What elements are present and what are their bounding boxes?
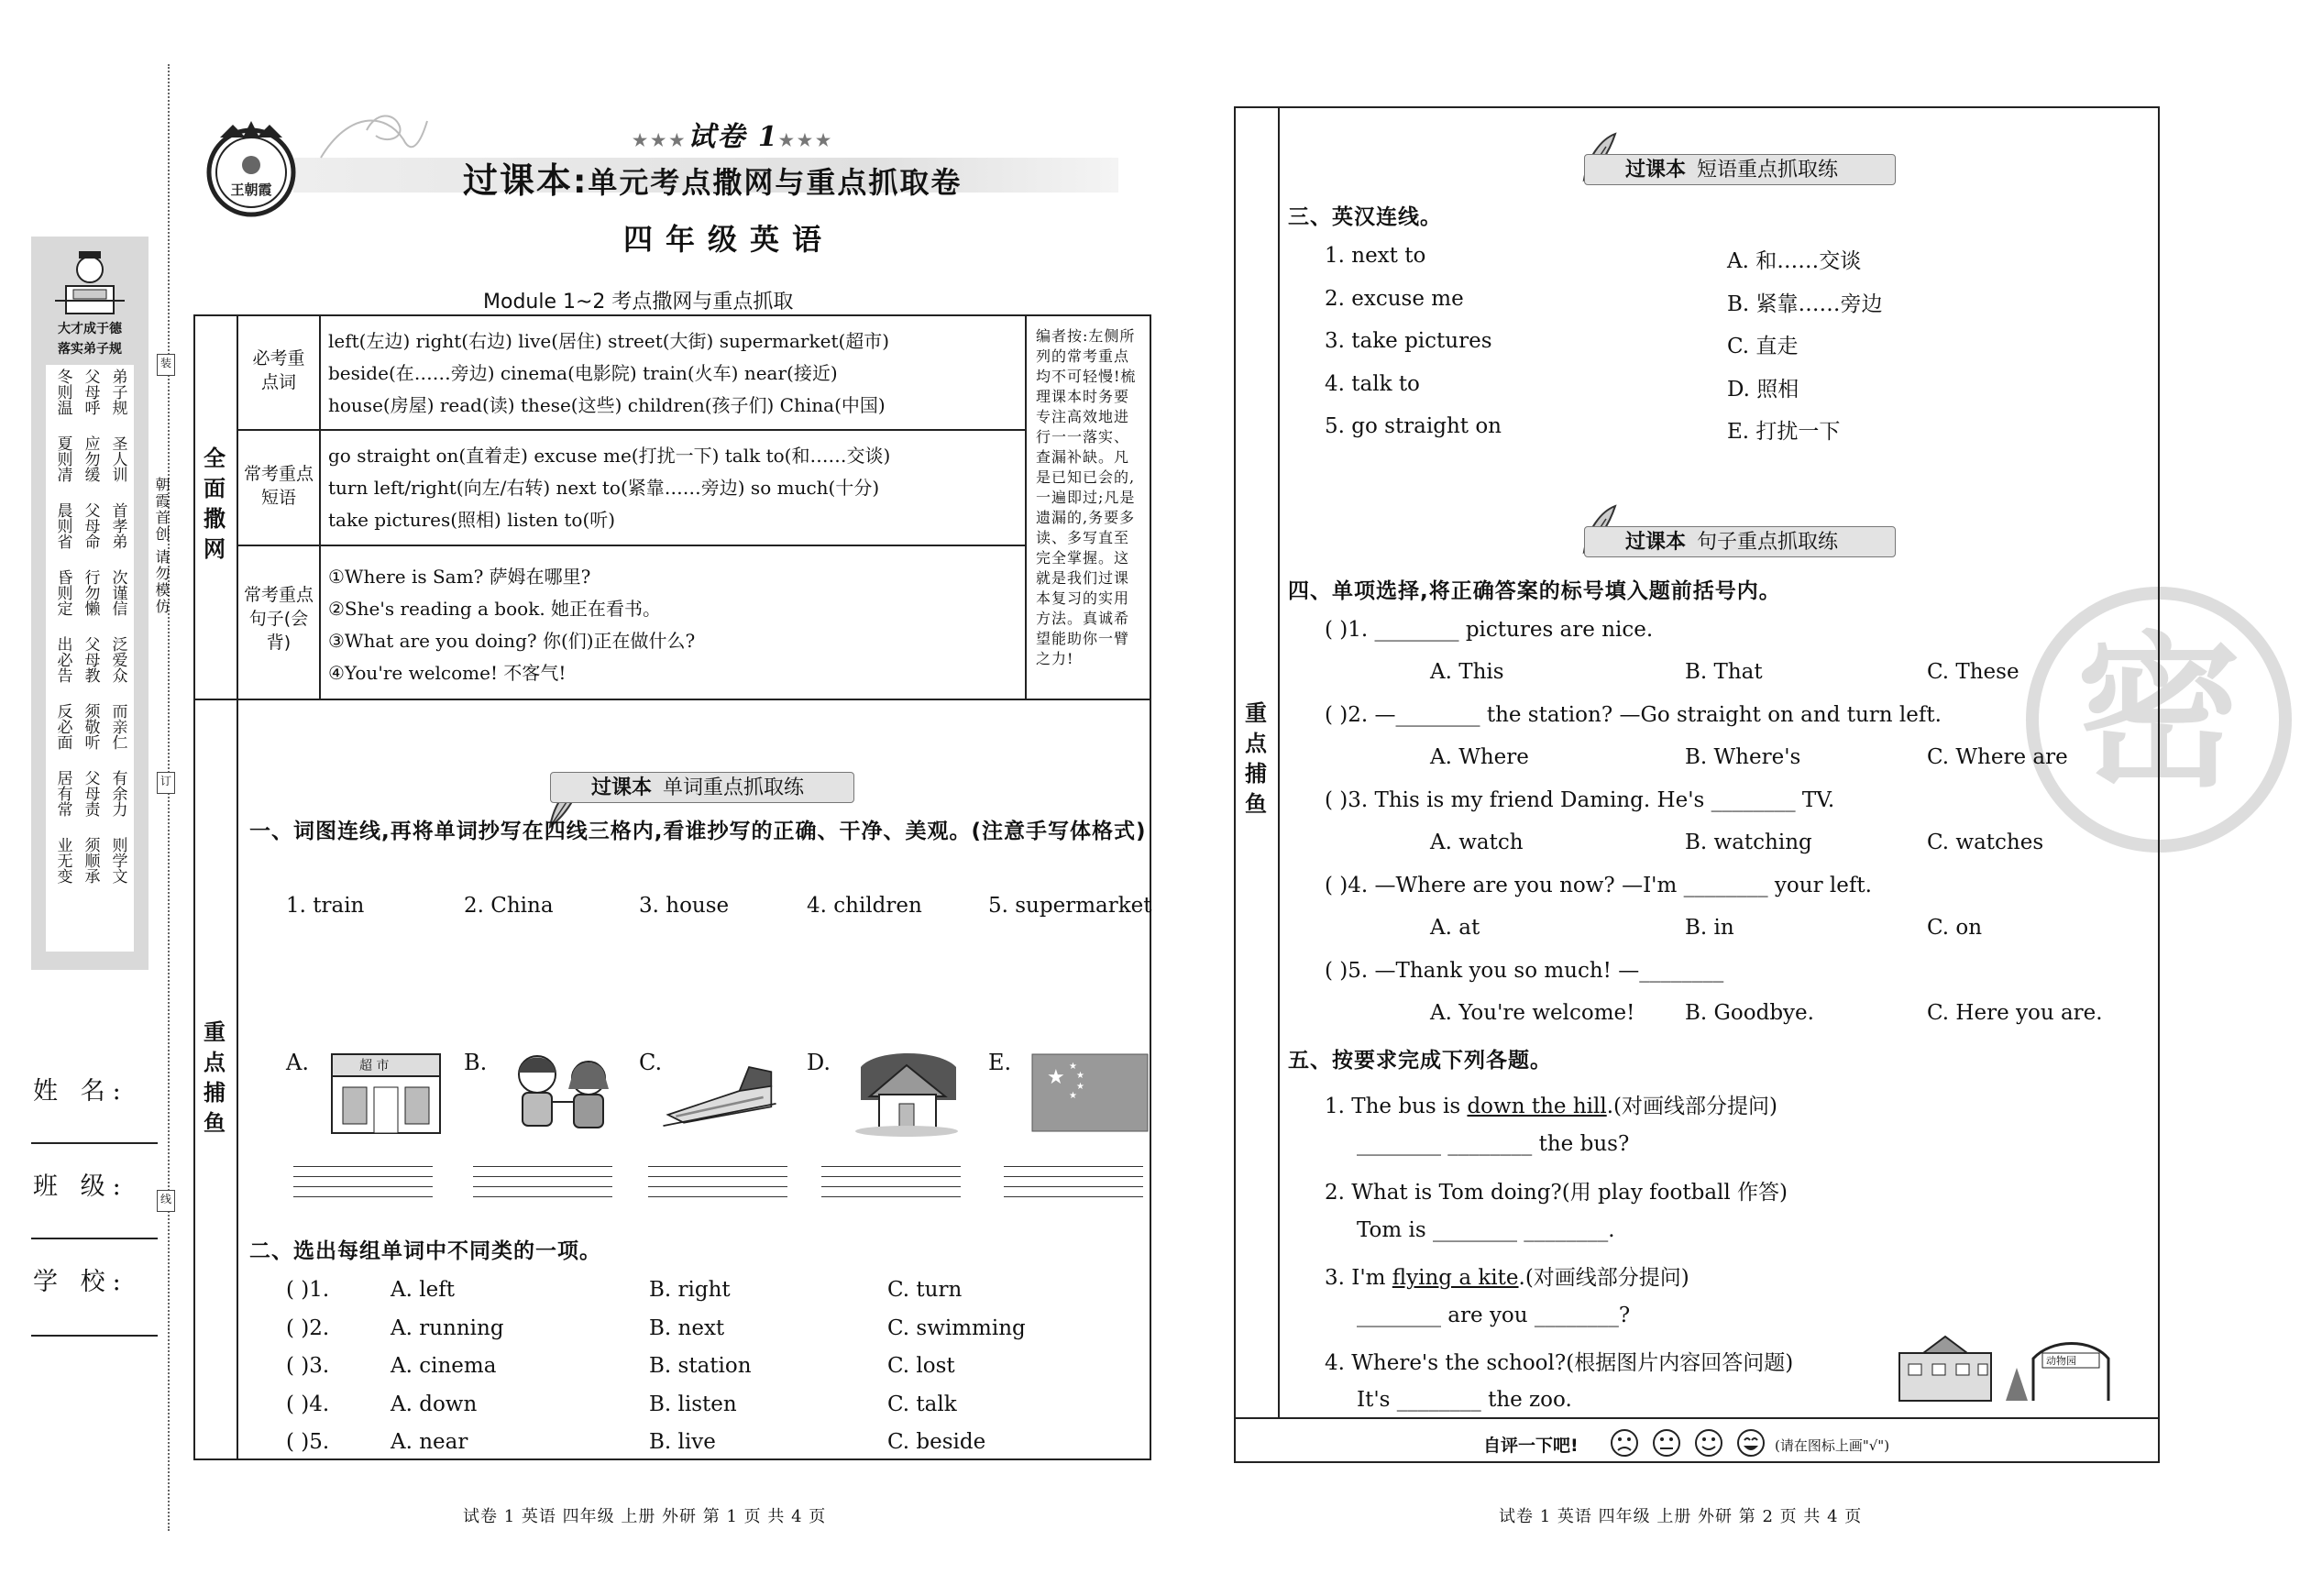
sentence-practice-banner bbox=[1584, 526, 1896, 557]
choice-option: B. in bbox=[1685, 916, 1734, 940]
dizigui-rule: 反必面 bbox=[53, 703, 72, 750]
row-head-text: 必考重点词 bbox=[252, 348, 305, 392]
chinese-meaning[interactable]: D. 照相 bbox=[1727, 377, 1799, 402]
dizigui-rule: 首孝弟 bbox=[108, 502, 127, 549]
house-picture bbox=[848, 1045, 967, 1137]
picture-label-a: A. bbox=[286, 1050, 309, 1075]
smile-face-icon bbox=[1696, 1430, 1722, 1456]
title-sub: 单元考点撒网与重点抓取卷 bbox=[588, 165, 963, 200]
phrase-practice-banner bbox=[1584, 154, 1896, 185]
english-phrase[interactable]: 1. next to bbox=[1325, 244, 1426, 268]
row-head-sentences bbox=[240, 583, 317, 655]
dizigui-rule: 晨则省 bbox=[53, 502, 72, 549]
chinese-meaning[interactable]: E. 打扰一下 bbox=[1727, 420, 1841, 444]
part3-title: 三、英汉连线。 bbox=[1288, 205, 1442, 229]
choice-option: A. This bbox=[1430, 660, 1504, 684]
star-icon: ★ bbox=[1076, 1082, 1084, 1092]
section-label-comprehensive bbox=[201, 444, 228, 565]
paper-number bbox=[633, 114, 834, 154]
dizigui-rule: 而亲仁 bbox=[108, 703, 127, 750]
name-label: 姓 名: bbox=[33, 1077, 128, 1106]
dizigui-rule: 冬则温 bbox=[53, 369, 72, 415]
rule bbox=[193, 699, 1151, 700]
banner-text: 短语重点抓取练 bbox=[1697, 159, 1839, 182]
answer-bracket[interactable]: ( )2. bbox=[286, 1315, 330, 1340]
scholar-illustration bbox=[50, 246, 130, 317]
choice-option: C. These bbox=[1927, 660, 2019, 684]
choice-option: C. turn bbox=[887, 1278, 963, 1302]
part5-q2: 2. What is Tom doing?(用 play football 作答) bbox=[1325, 1181, 1788, 1205]
english-phrase[interactable]: 4. talk to bbox=[1325, 371, 1420, 396]
choice-option: B. watching bbox=[1685, 831, 1812, 854]
binding-mark-ding: 订 bbox=[157, 772, 175, 794]
row-head-words bbox=[240, 347, 317, 394]
school-zoo-picture bbox=[1896, 1331, 2116, 1404]
page2-footer: 试卷 1 英语 四年级 上册 外研 第 2 页 共 4 页 bbox=[1499, 1507, 1863, 1526]
key-words bbox=[328, 325, 889, 422]
choice-option: B. listen bbox=[649, 1392, 737, 1416]
binding-mark-xian: 线 bbox=[157, 1190, 175, 1212]
choice-option: C. watches bbox=[1927, 831, 2044, 854]
key-phrases bbox=[328, 440, 890, 536]
dizigui-rule: 须敬听 bbox=[81, 703, 100, 750]
handwriting-line bbox=[1004, 1176, 1143, 1177]
rule bbox=[1025, 314, 1027, 699]
dizigui-rule: 次谨信 bbox=[108, 569, 127, 616]
section-label-focus-p2 bbox=[1242, 699, 1270, 820]
paper-number-text: 试卷 1 bbox=[688, 121, 779, 153]
handwriting-line bbox=[648, 1176, 787, 1177]
dizigui-rule: 应勿缓 bbox=[81, 435, 100, 482]
underlined-phrase: flying a kite bbox=[1392, 1266, 1519, 1290]
supermarket-picture bbox=[326, 1045, 446, 1137]
dizigui-rule: 泛爱众 bbox=[108, 636, 127, 683]
row-head-text: 常考重点句子(会背) bbox=[243, 585, 314, 653]
dizigui-rule: 则学文 bbox=[108, 837, 127, 884]
publisher-logo bbox=[200, 117, 303, 220]
rule bbox=[237, 545, 1025, 546]
banner-text: 单词重点抓取练 bbox=[663, 776, 805, 799]
choice-option: A. running bbox=[391, 1315, 504, 1340]
word-practice-banner bbox=[550, 772, 854, 803]
handwriting-line bbox=[1004, 1196, 1143, 1197]
dizigui-rule: 父母责 bbox=[81, 770, 100, 817]
choice-option: C. swimming bbox=[887, 1315, 1026, 1340]
section-label-focus bbox=[201, 1018, 228, 1139]
dizigui-rule: 父母命 bbox=[81, 502, 100, 549]
rule bbox=[1278, 106, 1280, 1417]
picture-label-b: B. bbox=[464, 1050, 488, 1075]
sad-face-icon bbox=[1612, 1430, 1637, 1456]
part5-q1 bbox=[1325, 1089, 1777, 1119]
choice-option: A. near bbox=[391, 1430, 468, 1454]
neutral-face-icon bbox=[1654, 1430, 1679, 1456]
svg-text:密: 密 bbox=[2075, 618, 2242, 809]
dizigui-rule: 弟子规 bbox=[108, 369, 127, 415]
picture-label-e: E. bbox=[988, 1050, 1012, 1075]
star-icon: ★★★ bbox=[778, 131, 835, 150]
handwriting-line bbox=[1004, 1166, 1143, 1167]
part5-title: 五、按要求完成下列各题。 bbox=[1288, 1049, 1552, 1073]
handwriting-line bbox=[1004, 1186, 1143, 1187]
class-field[interactable] bbox=[31, 1238, 158, 1239]
star-icon: ★ bbox=[1069, 1062, 1077, 1072]
dizigui-rule: 行勿懒 bbox=[81, 569, 100, 616]
dizigui-rule: 父母呼 bbox=[81, 369, 100, 415]
choice-option: A. at bbox=[1430, 916, 1480, 940]
svg-text:王朝霞: 王朝霞 bbox=[230, 182, 272, 198]
section-label-char: 重点捕鱼 bbox=[204, 1019, 226, 1136]
vocab-line: turn left/right(向左/右转) next to(紧靠……旁边) so much(十分) bbox=[328, 477, 880, 499]
name-field[interactable] bbox=[31, 1142, 158, 1144]
banner-brand: 过课本 bbox=[1625, 531, 1687, 554]
part5-a2[interactable]: Tom is ________ ________. bbox=[1357, 1218, 1615, 1242]
vocab-line: house(房屋) read(读) these(这些) children(孩子们) China(中国) bbox=[328, 394, 886, 416]
answer-bracket[interactable]: ( )5. bbox=[286, 1430, 330, 1454]
part5-q4: 4. Where's the school?(根据图片内容回答问题) bbox=[1325, 1351, 1794, 1375]
handwriting-line bbox=[293, 1176, 433, 1177]
handwriting-line bbox=[473, 1186, 612, 1187]
star-icon: ★ bbox=[1076, 1071, 1084, 1081]
zoo-sign: 动物园 bbox=[2046, 1355, 2076, 1367]
motto-title-line-2: 落实弟子规 bbox=[58, 342, 122, 357]
choice-option: A. watch bbox=[1430, 831, 1524, 854]
answer-bracket[interactable]: ( )3. bbox=[286, 1354, 330, 1378]
choice-option: A. You're welcome! bbox=[1430, 1001, 1635, 1025]
choice-option: A. Where bbox=[1430, 745, 1529, 769]
dizigui-rule: 业无变 bbox=[53, 837, 72, 884]
module-heading: Module 1~2 考点撒网与重点抓取 bbox=[483, 291, 794, 314]
handwriting-line bbox=[293, 1186, 433, 1187]
part2-instruction: 二、选出每组单词中不同类的一项。 bbox=[249, 1239, 601, 1263]
banner-text: 句子重点抓取练 bbox=[1697, 531, 1839, 554]
school-label: 学 校: bbox=[33, 1268, 128, 1296]
picture-label-d: D. bbox=[807, 1050, 831, 1075]
banner-brand: 过课本 bbox=[1625, 159, 1687, 182]
english-phrase[interactable]: 2. excuse me bbox=[1325, 286, 1464, 311]
star-icon: ★★★ bbox=[633, 131, 688, 150]
handwriting-line bbox=[473, 1196, 612, 1197]
part5-q3 bbox=[1325, 1260, 1689, 1291]
dizigui-rule: 须顺承 bbox=[81, 837, 100, 884]
rule bbox=[237, 429, 1025, 431]
star-icon: ★ bbox=[1047, 1066, 1065, 1089]
handwriting-line bbox=[821, 1166, 961, 1167]
vocab-line: left(左边) right(右边) live(居住) street(大街) supermarket(超市) bbox=[328, 330, 890, 352]
choice-option: B. station bbox=[649, 1354, 752, 1378]
english-phrase[interactable]: 5. go straight on bbox=[1325, 414, 1502, 438]
handwriting-line bbox=[293, 1196, 433, 1197]
choice-option: C. Here you are. bbox=[1927, 1001, 2103, 1025]
handwriting-line bbox=[473, 1166, 612, 1167]
choice-option: A. down bbox=[391, 1392, 478, 1416]
dizigui-rule: 有余力 bbox=[108, 770, 127, 817]
handwriting-line bbox=[473, 1176, 612, 1177]
rule bbox=[237, 314, 238, 1460]
title-brand: 过课本 bbox=[463, 160, 574, 201]
choice-option: A. cinema bbox=[391, 1354, 497, 1378]
handwriting-line bbox=[821, 1176, 961, 1177]
choice-option: C. talk bbox=[887, 1392, 957, 1416]
handwriting-line bbox=[821, 1196, 961, 1197]
underlined-phrase: down the hill bbox=[1467, 1095, 1607, 1118]
section-label-char: 全面撒网 bbox=[204, 446, 226, 562]
choice-option: A. left bbox=[391, 1278, 455, 1302]
self-eval-faces[interactable] bbox=[1608, 1426, 1773, 1459]
part5-a1[interactable]: ________ ________ the bus? bbox=[1357, 1132, 1630, 1156]
q-text: 3. I'm bbox=[1325, 1266, 1392, 1290]
self-eval-note: (请在图标上画"√") bbox=[1775, 1437, 1890, 1454]
english-phrase[interactable]: 3. take pictures bbox=[1325, 329, 1492, 353]
laugh-face-icon bbox=[1738, 1430, 1764, 1456]
shop-sign: 超 市 bbox=[359, 1059, 390, 1073]
mc-question[interactable]: ( )1. ________ pictures are nice. bbox=[1325, 618, 1654, 642]
binding-mark-zhuang: 装 bbox=[157, 354, 175, 376]
dizigui-rule: 昏则定 bbox=[53, 569, 72, 616]
dizigui-rule: 夏则凊 bbox=[53, 435, 72, 482]
vocab-line: beside(在……旁边) cinema(电影院) train(火车) near(接近) bbox=[328, 362, 838, 384]
motto-title-line-1: 大才成于德 bbox=[58, 322, 122, 336]
vocab-line: ④You're welcome! 不客气! bbox=[328, 662, 567, 684]
dizigui-rule: 居有常 bbox=[53, 770, 72, 817]
choice-option: B. That bbox=[1685, 660, 1763, 684]
class-label: 班 级: bbox=[33, 1172, 128, 1201]
banner-brand: 过课本 bbox=[591, 776, 653, 799]
picture-label-c: C. bbox=[639, 1050, 663, 1075]
word-item: 4. children bbox=[807, 894, 922, 918]
key-sentences bbox=[328, 561, 695, 689]
dizigui-rule: 父母教 bbox=[81, 636, 100, 683]
chinese-meaning[interactable]: C. 直走 bbox=[1727, 335, 1799, 358]
dizigui-rule: 圣人训 bbox=[108, 435, 127, 482]
choice-option: B. right bbox=[649, 1278, 731, 1302]
children-picture bbox=[502, 1045, 622, 1137]
word-item: 5. supermarket bbox=[988, 894, 1152, 918]
word-item: 1. train bbox=[286, 894, 365, 918]
vocab-line: ②She's reading a book. 她正在看书。 bbox=[328, 598, 662, 620]
handwriting-line bbox=[648, 1166, 787, 1167]
grade-subject: 四年级英语 bbox=[623, 222, 835, 257]
self-eval-label: 自评一下吧! bbox=[1483, 1436, 1579, 1456]
page1-footer: 试卷 1 英语 四年级 上册 外研 第 1 页 共 4 页 bbox=[463, 1507, 827, 1526]
q-text: 1. The bus is bbox=[1325, 1095, 1468, 1118]
choice-option: C. Where are bbox=[1927, 745, 2068, 769]
mc-question[interactable]: ( )2. —________ the station? —Go straight on and turn left. bbox=[1325, 703, 1942, 727]
vocab-line: take pictures(照相) listen to(听) bbox=[328, 509, 616, 531]
vocab-line: go straight on(直着走) excuse me(打扰一下) talk to(和……交谈) bbox=[328, 445, 891, 467]
q-text: .(对画线部分提问) bbox=[1606, 1095, 1777, 1118]
part4-title: 四、单项选择,将正确答案的标号填入题前括号内。 bbox=[1288, 579, 1781, 603]
chinese-meaning[interactable]: A. 和……交谈 bbox=[1727, 249, 1862, 273]
part5-a3[interactable]: ________ are you ________? bbox=[1357, 1304, 1631, 1327]
handwriting-line bbox=[293, 1166, 433, 1167]
editor-note: 编者按:左侧所列的常考重点均不可轻慢!梳理课本时务要专注高效地进行一一落实、查漏补缺。凡是已知已会的,一遍即过;凡是遗漏的,务要多读、多写直至完全掌握。这就是我们过课本复习的实用方法。真诚希望能助你一臂之力! bbox=[1036, 327, 1137, 667]
binding-cut-line bbox=[168, 64, 170, 1531]
word-item: 3. house bbox=[639, 894, 730, 918]
mc-question[interactable]: ( )3. This is my friend Daming. He's ________ TV. bbox=[1325, 788, 1835, 812]
part5-a4[interactable]: It's ________ the zoo. bbox=[1357, 1388, 1572, 1412]
rule bbox=[319, 314, 321, 699]
handwriting-line bbox=[648, 1196, 787, 1197]
mc-question[interactable]: ( )4. —Where are you now? —I'm ________ your left. bbox=[1325, 874, 1872, 897]
page-title: 过课本:单元考点撒网与重点抓取卷 bbox=[463, 160, 963, 201]
school-field[interactable] bbox=[31, 1335, 158, 1337]
vocab-line: ①Where is Sam? 萨姆在哪里? bbox=[328, 566, 591, 588]
dizigui-rule: 出必告 bbox=[53, 636, 72, 683]
dizigui-rules bbox=[46, 365, 134, 952]
answer-bracket[interactable]: ( )4. bbox=[286, 1392, 330, 1416]
mc-question[interactable]: ( )5. —Thank you so much! —________ bbox=[1325, 959, 1724, 983]
china-flag-picture bbox=[1030, 1045, 1150, 1137]
choice-option: B. Goodbye. bbox=[1685, 1001, 1814, 1025]
answer-bracket[interactable]: ( )1. bbox=[286, 1278, 330, 1302]
train-picture bbox=[660, 1045, 779, 1137]
choice-option: B. next bbox=[649, 1315, 725, 1340]
choice-option: C. lost bbox=[887, 1354, 955, 1378]
handwriting-line bbox=[821, 1186, 961, 1187]
part1-instruction: 一、词图连线,再将单词抄写在四线三格内,看谁抄写的正确、干净、美观。(注意手写体格式) bbox=[249, 820, 1147, 843]
word-item: 2. China bbox=[464, 894, 554, 918]
copyright-notice: 朝霞首创 请勿模仿 bbox=[153, 477, 171, 616]
row-head-text: 常考重点短语 bbox=[243, 464, 314, 508]
section-label-char: 重点捕鱼 bbox=[1245, 700, 1267, 817]
row-head-phrases bbox=[240, 462, 317, 510]
rule bbox=[1234, 1417, 2160, 1419]
choice-option: B. live bbox=[649, 1430, 716, 1454]
choice-option: C. beside bbox=[887, 1430, 986, 1454]
q-text: .(对画线部分提问) bbox=[1518, 1266, 1689, 1290]
star-icon: ★ bbox=[1069, 1091, 1077, 1101]
vocab-line: ③What are you doing? 你(们)正在做什么? bbox=[328, 630, 696, 652]
chinese-meaning[interactable]: B. 紧靠……旁边 bbox=[1727, 292, 1883, 316]
motto-title bbox=[42, 319, 138, 359]
choice-option: B. Where's bbox=[1685, 745, 1801, 769]
ribbon-decoration bbox=[312, 103, 431, 176]
choice-option: C. on bbox=[1927, 916, 1983, 940]
handwriting-line bbox=[648, 1186, 787, 1187]
